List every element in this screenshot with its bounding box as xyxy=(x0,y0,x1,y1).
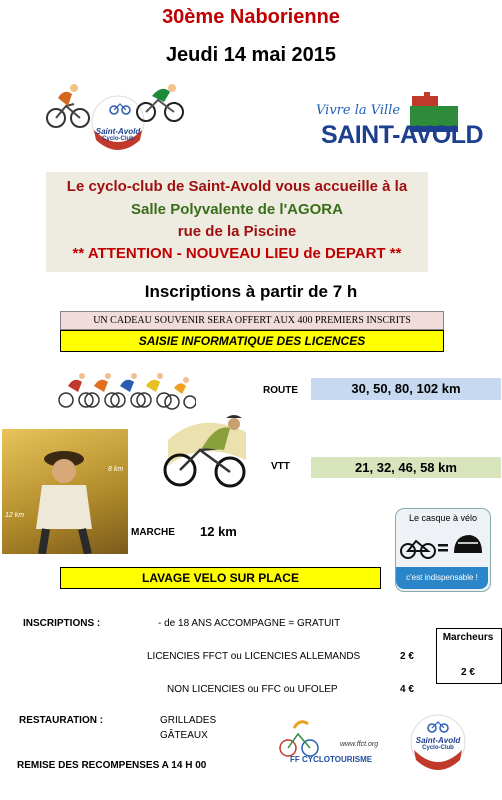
ffct-url: www.ffct.org xyxy=(340,741,379,748)
restauration-item-grillades: GRILLADES xyxy=(160,715,217,726)
remise-recompenses: REMISE DES RECOMPENSES A 14 H 00 xyxy=(17,760,207,771)
walk-8km-label: 8 km xyxy=(108,466,124,473)
club-logo-name: Saint-Avold xyxy=(95,127,141,136)
marcheurs-price: 2 € xyxy=(461,667,475,678)
non-licencies-text: NON LICENCIES ou FFC ou UFOLEP xyxy=(167,684,338,695)
club-logo-subname: Cyclo-Club xyxy=(102,136,134,142)
club-logo-bottom-subname: Cyclo-Club xyxy=(422,745,454,751)
restauration-label: RESTAURATION : xyxy=(19,715,104,726)
helmet-icon xyxy=(454,535,482,553)
marche-label: MARCHE xyxy=(131,527,175,538)
club-logo-bottom-name: Saint-Avold xyxy=(415,736,461,745)
licencies-price: 2 € xyxy=(400,651,414,662)
helmet-equation-graphic xyxy=(398,529,486,563)
under18-text: - de 18 ANS ACCOMPAGNE = GRATUIT xyxy=(158,618,341,629)
inscriptions-heading: Inscriptions à partir de 7 h xyxy=(144,282,358,301)
lavage-notice: LAVAGE VELO SUR PLACE xyxy=(60,567,381,589)
gift-notice: UN CADEAU SOUVENIR SERA OFFERT AUX 400 PREMIERS INSCRITS xyxy=(60,311,444,330)
bicycle-icon xyxy=(401,541,435,558)
restauration-item-gateaux: GÂTEAUX xyxy=(160,730,208,741)
welcome-line-1: Le cyclo-club de Saint-Avold vous accueille à la xyxy=(66,178,408,195)
cyclist-left-icon xyxy=(47,84,89,127)
marcheurs-title: Marcheurs xyxy=(442,632,494,643)
road-cyclists-illustration xyxy=(56,364,196,412)
cyclists-club-logo-illustration xyxy=(44,76,194,156)
event-date: Jeudi 14 mai 2015 xyxy=(165,44,337,66)
non-licencies-price: 4 € xyxy=(400,684,414,695)
welcome-street: rue de la Piscine xyxy=(177,223,297,240)
walk-12km-label: 12 km xyxy=(5,512,25,519)
helmet-card-caption: c'est indispensable ! xyxy=(396,567,488,589)
city-logo-name: SAINT-AVOLD xyxy=(321,121,484,149)
helmet-card-title: Le casque à vélo xyxy=(408,513,478,523)
route-label: ROUTE xyxy=(263,385,298,396)
route-distances: 30, 50, 80, 102 km xyxy=(311,378,501,400)
road-cyclist-icon xyxy=(59,373,93,407)
welcome-venue: Salle Polyvalente de l'AGORA xyxy=(131,201,343,218)
mountain-bike-illustration xyxy=(160,410,252,490)
licence-notice: SAISIE INFORMATIQUE DES LICENCES xyxy=(60,330,444,352)
ffct-logo-graphic xyxy=(270,714,340,758)
licencies-text: LICENCIES FFCT ou LICENCIES ALLEMANDS xyxy=(147,651,361,662)
vtt-distances: 21, 32, 46, 58 km xyxy=(311,457,501,478)
welcome-attention: ** ATTENTION - NOUVEAU LIEU de DEPART ** xyxy=(72,245,402,262)
marche-distance: 12 km xyxy=(200,524,237,539)
vtt-label: VTT xyxy=(271,461,290,472)
ffct-label: FF CYCLOTOURISME xyxy=(290,755,373,764)
city-logo-script: Vivre la Ville xyxy=(316,103,401,118)
event-title: 30ème Naborienne xyxy=(162,6,340,28)
cyclist-right-icon xyxy=(137,84,183,121)
walker-photo xyxy=(2,429,128,554)
walker-figure xyxy=(2,429,128,554)
inscriptions-label: INSCRIPTIONS : xyxy=(23,618,101,629)
